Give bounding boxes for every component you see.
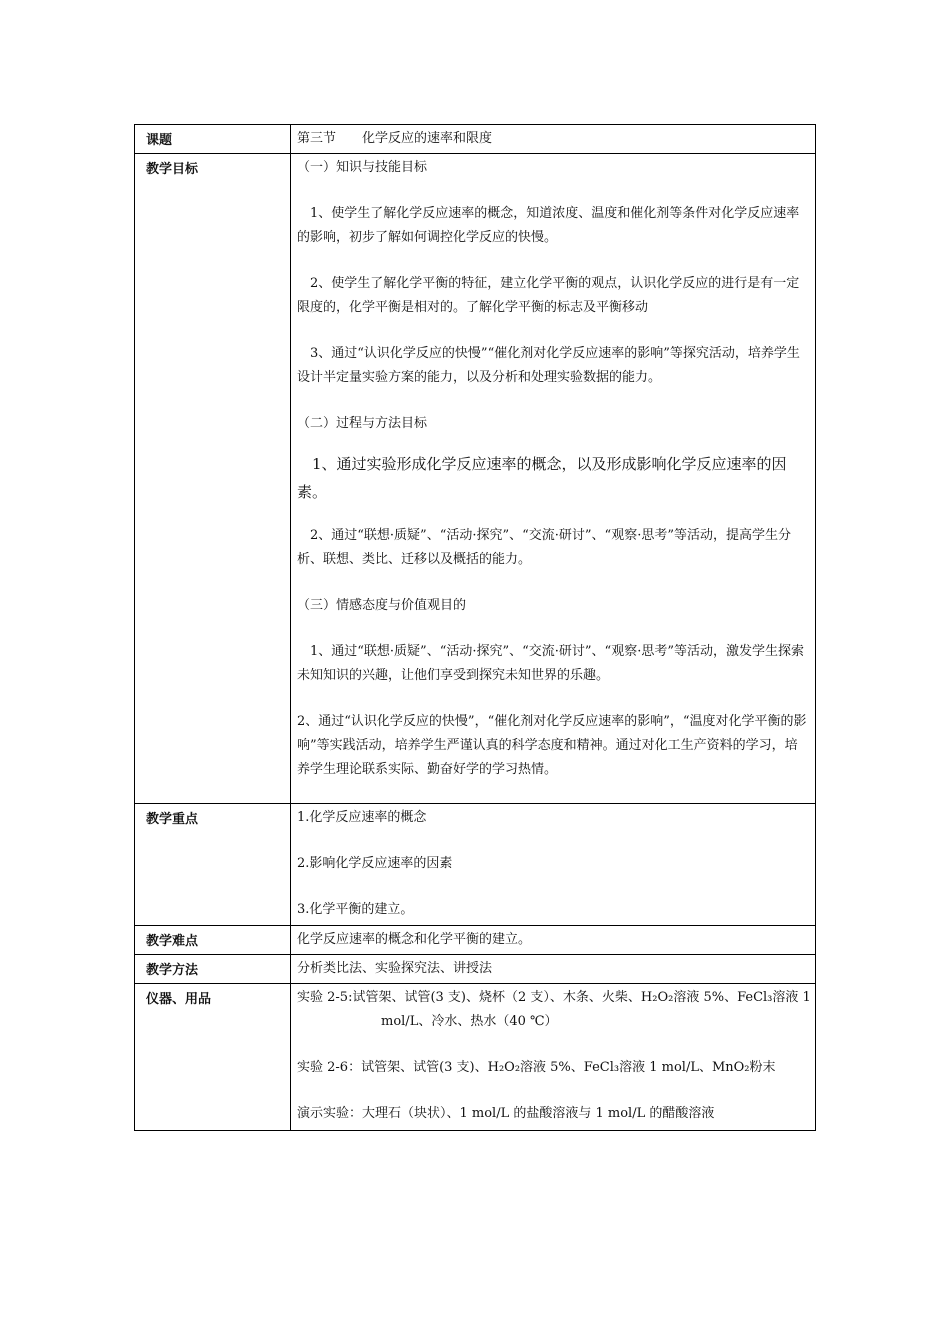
table-row (135, 955, 816, 984)
equipment-demo: 演示实验：大理石（块状）、1 mol/L 的盐酸溶液与 1 mol/L 的醋酸溶液 (297, 1106, 715, 1121)
table-row (135, 984, 816, 1131)
objectives-heading-1: （一）知识与技能目标 (297, 160, 428, 175)
objectives-label: 教学目标 (135, 154, 291, 804)
methods-label: 教学方法 (135, 955, 291, 984)
topic-value (291, 125, 816, 154)
objectives-paragraph: 2、使学生了解化学平衡的特征，建立化学平衡的观点，认识化学反应的进行是有一定限度的，化学平衡是相对的。了解化学平衡的标志及平衡移动 (297, 276, 800, 315)
key-point-item: 2.影响化学反应速率的因素 (297, 856, 453, 871)
key-point-item: 3.化学平衡的建立。 (297, 902, 414, 917)
key-points-label: 教学重点 (135, 804, 291, 926)
objectives-heading-3: （三）情感态度与价值观目的 (297, 598, 467, 613)
objectives-heading-2: （二）过程与方法目标 (297, 416, 428, 431)
table-row (135, 926, 816, 955)
equipment-label: 仪器、用品 (135, 984, 291, 1131)
objectives-paragraph: 2、通过“认识化学反应的快慢”，“催化剂对化学反应速率的影响”，“温度对化学平衡的影响”等实践活动，培养学生严谨认真的科学态度和精神。通过对化工生产资料的学习，培养学生理论联系实际、勤奋好学的学习热情。 (297, 714, 807, 777)
difficulties-value (291, 926, 816, 955)
equipment-exp1-line2: mol/L、冷水、热水（40 ℃） (381, 1014, 558, 1029)
equipment-content (291, 984, 816, 1131)
difficulties-text: 化学反应速率的概念和化学平衡的建立。 (297, 932, 532, 947)
methods-value (291, 955, 816, 984)
objectives-paragraph: 1、通过实验形成化学反应速率的概念，以及形成影响化学反应速率的因素。 (297, 455, 787, 501)
difficulties-label: 教学难点 (135, 926, 291, 955)
key-point-item: 1.化学反应速率的概念 (297, 810, 427, 825)
objectives-paragraph: 2、通过“联想·质疑”、“活动·探究”、“交流·研讨”、“观察·思考”等活动，提高学生分析、联想、类比、迁移以及概括的能力。 (297, 528, 791, 567)
topic-text: 第三节 化学反应的速率和限度 (297, 131, 493, 146)
objectives-paragraph: 1、通过“联想·质疑”、“活动·探究”、“交流·研讨”、“观察·思考”等活动，激发学生探索未知知识的兴趣，让他们享受到探究未知世界的乐趣。 (297, 644, 804, 683)
objectives-paragraph: 3、通过“认识化学反应的快慢”“催化剂对化学反应速率的影响”等探究活动，培养学生设计半定量实验方案的能力，以及分析和处理实验数据的能力。 (297, 346, 800, 385)
topic-label: 课题 (135, 125, 291, 154)
table-row (135, 125, 816, 154)
objectives-content (291, 154, 816, 804)
objectives-paragraph: 1、使学生了解化学反应速率的概念，知道浓度、温度和催化剂等条件对化学反应速率的影响，初步了解如何调控化学反应的快慢。 (297, 206, 800, 245)
equipment-exp1-line1: 实验 2-5:试管架、试管(3 支)、烧杯（2 支）、木条、火柴、H₂O₂溶液 5%、FeCl₃溶液 1 (297, 990, 811, 1005)
key-points-content (291, 804, 816, 926)
methods-text: 分析类比法、实验探究法、讲授法 (297, 961, 493, 976)
table-row (135, 154, 816, 804)
equipment-exp2: 实验 2-6：试管架、试管(3 支)、H₂O₂溶液 5%、FeCl₃溶液 1 mol/L、MnO₂粉末 (297, 1060, 776, 1075)
lesson-plan-table (134, 124, 816, 1131)
table-row (135, 804, 816, 926)
